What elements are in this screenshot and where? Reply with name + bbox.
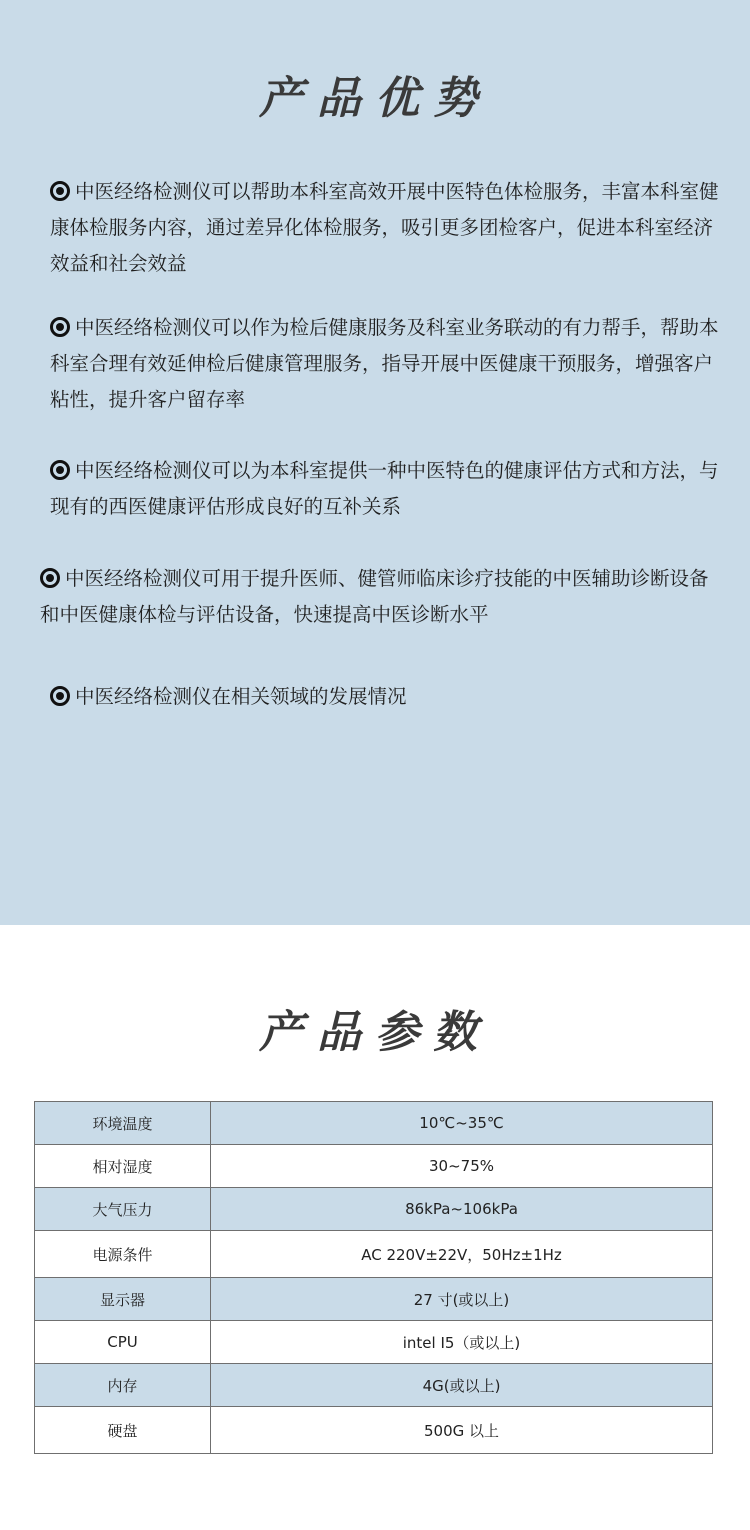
param-name: 相对湿度 [35, 1145, 211, 1188]
advantage-point-text: 中医经络检测仪可以为本科室提供一种中医特色的健康评估方式和方法，与现有的西医健康评估形成良好的互补关系 [50, 459, 719, 518]
table-row [35, 1102, 713, 1145]
advantage-point-text: 中医经络检测仪可用于提升医师、健管师临床诊疗技能的中医辅助诊断设备和中医健康体检与评估设备，快速提高中医诊断水平 [40, 567, 709, 626]
param-name: 环境温度 [35, 1102, 211, 1145]
circled-dot-bullet-icon [50, 181, 70, 201]
table-row [35, 1364, 713, 1407]
advantage-point-text: 中医经络检测仪可以作为检后健康服务及科室业务联动的有力帮手，帮助本科室合理有效延伸检后健康管理服务，指导开展中医健康干预服务，增强客户粘性，提升客户留存率 [50, 316, 719, 411]
circled-dot-bullet-icon [50, 686, 70, 706]
advantage-point [40, 561, 710, 633]
circled-dot-bullet-icon [50, 460, 70, 480]
advantage-point-text: 中医经络检测仪在相关领域的发展情况 [75, 685, 407, 708]
param-name: 内存 [35, 1364, 211, 1407]
param-name: 电源条件 [35, 1231, 211, 1278]
param-value: intel I5（或以上) [211, 1321, 713, 1364]
table-row [35, 1231, 713, 1278]
table-row [35, 1407, 713, 1454]
param-value: 30~75% [211, 1145, 713, 1188]
param-value: 4G(或以上) [211, 1364, 713, 1407]
table-row [35, 1145, 713, 1188]
param-value: 86kPa~106kPa [211, 1188, 713, 1231]
advantage-point [50, 174, 720, 282]
advantage-point-text: 中医经络检测仪可以帮助本科室高效开展中医特色体检服务，丰富本科室健康体检服务内容，通过差异化体检服务，吸引更多团检客户，促进本科室经济效益和社会效益 [50, 180, 719, 275]
circled-dot-bullet-icon [50, 317, 70, 337]
table-row [35, 1278, 713, 1321]
param-value: 10℃~35℃ [211, 1102, 713, 1145]
param-name: 硬盘 [35, 1407, 211, 1454]
param-value: 500G 以上 [211, 1407, 713, 1454]
param-name: CPU [35, 1321, 211, 1364]
param-name: 大气压力 [35, 1188, 211, 1231]
parameters-title: 产品参数 [259, 1007, 491, 1058]
advantages-title: 产品优势 [259, 73, 491, 124]
table-row [35, 1321, 713, 1364]
advantage-point [50, 310, 720, 418]
param-name: 显示器 [35, 1278, 211, 1321]
table-row [35, 1188, 713, 1231]
advantage-point [50, 453, 720, 525]
advantage-point [50, 679, 720, 715]
param-value: 27 寸(或以上) [211, 1278, 713, 1321]
circled-dot-bullet-icon [40, 568, 60, 588]
parameters-table [34, 1101, 713, 1454]
param-value: AC 220V±22V，50Hz±1Hz [211, 1231, 713, 1278]
